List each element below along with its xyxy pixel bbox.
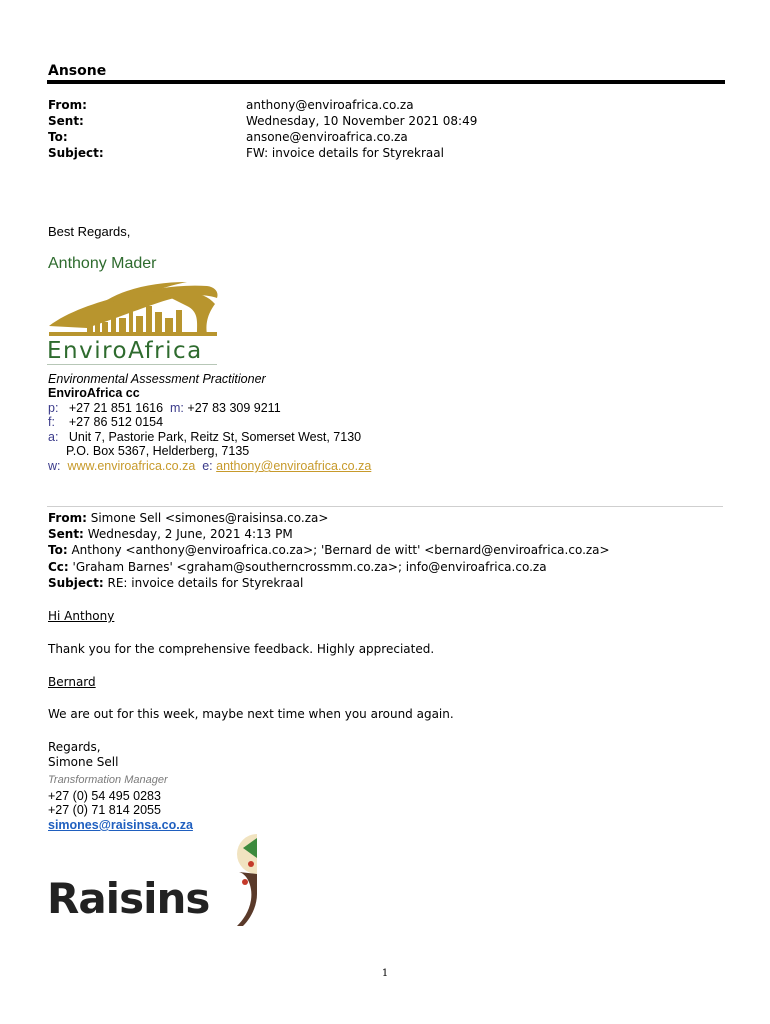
best-regards: Best Regards, [48,224,131,239]
raisins-logo [47,834,257,934]
fwd-to-line [48,543,610,557]
phone-label: p: [48,401,59,415]
page-number: 1 [381,968,389,979]
fwd-to-label: To: [48,543,68,557]
signature-fax-line [48,415,163,429]
phone-value: +27 21 851 1616 [68,401,164,415]
enviroafrica-logo-text: EnviroAfrica [47,338,203,364]
enviroafrica-logo-tagline-rule [47,364,217,365]
sender-name: Simone Sell [48,755,119,769]
fwd-sent-label: Sent: [48,527,84,541]
address-line1: Unit 7, Pastorie Park, Reitz St, Somerset West, 7130 [68,430,362,444]
fax-value: +27 86 512 0154 [68,415,164,429]
sent-value: Wednesday, 10 November 2021 08:49 [246,114,478,128]
signature-address-line1 [48,430,361,444]
sent-label: Sent: [48,114,84,128]
fwd-to-value[interactable]: Anthony <anthony@enviroafrica.co.za>; 'Bernard de witt' <bernard@enviroafrica.co.za> [71,543,610,557]
fax-label: f: [48,415,55,429]
fwd-from-line [48,511,328,525]
signature-company: EnviroAfrica cc [48,386,140,400]
website-link[interactable]: www.enviroafrica.co.za [67,459,196,473]
fwd-sent-line [48,527,293,541]
fwd-cc-line [48,560,547,574]
sender-phone-1: +27 (0) 54 495 0283 [48,789,161,803]
greeting: Hi Anthony [48,609,115,623]
mailbox-owner: Ansone [48,63,107,79]
fwd-subject-value: RE: invoice details for Styrekraal [107,576,304,590]
mobile-label: m: [170,401,184,415]
fwd-subject-label: Subject: [48,576,104,590]
to-label: To: [48,130,68,144]
email-label: e: [202,459,213,473]
sender-title: Transformation Manager [48,774,168,786]
closing-regards: Regards, [48,740,101,754]
enviroafrica-logo [47,282,222,368]
from-value[interactable]: anthony@enviroafrica.co.za [246,98,414,112]
fwd-cc-value[interactable]: 'Graham Barnes' <graham@southerncrossmm.co.za>; info@enviroafrica.co.za [72,560,547,574]
raisins-logo-text: Raisins [47,874,210,923]
fwd-cc-label: Cc: [48,560,69,574]
web-label: w: [48,459,61,473]
enviroafrica-logo-graphic [47,282,222,342]
fwd-subject-line [48,576,303,590]
fwd-from-label: From: [48,511,87,525]
signature-phone-line [48,401,281,415]
forward-divider [47,506,723,507]
signature-web-line [48,459,371,473]
bernard-mention: Bernard [48,675,96,689]
signature-email-link[interactable]: anthony@enviroafrica.co.za [216,459,372,473]
address-line2: P.O. Box 5367, Helderberg, 7135 [66,444,250,458]
sender-phone-2: +27 (0) 71 814 2055 [48,803,161,817]
address-label: a: [48,430,59,444]
from-label: From: [48,98,87,112]
subject-value: FW: invoice details for Styrekraal [246,146,444,160]
body-line-2: We are out for this week, maybe next time when you around again. [48,707,454,721]
fwd-from-value[interactable]: Simone Sell <simones@raisinsa.co.za> [90,511,329,525]
header-rule [47,80,725,84]
body-line-1: Thank you for the comprehensive feedback. Highly appreciated. [48,642,435,656]
to-value[interactable]: ansone@enviroafrica.co.za [246,130,408,144]
signature-name: Anthony Mader [48,255,157,272]
fwd-sent-value: Wednesday, 2 June, 2021 4:13 PM [87,527,293,541]
signature-title: Environmental Assessment Practitioner [48,372,266,386]
sender-email-link[interactable]: simones@raisinsa.co.za [48,818,193,832]
mobile-value: +27 83 309 9211 [187,401,281,415]
subject-label: Subject: [48,146,104,160]
